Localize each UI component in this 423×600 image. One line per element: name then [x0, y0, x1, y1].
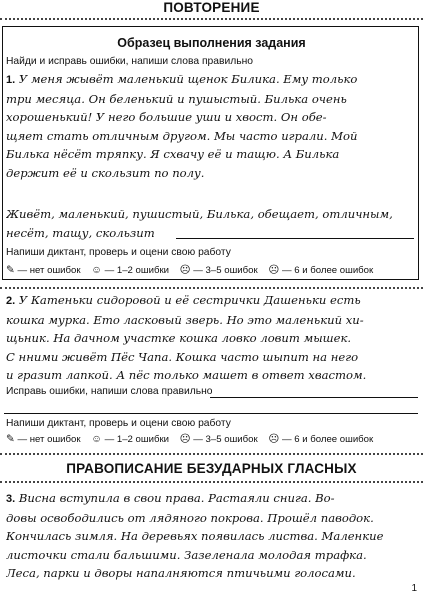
sample-instruction: Найди и исправь ошибки, напиши слова правильно: [6, 56, 253, 67]
section-heading-review: ПОВТОРЕНИЕ: [163, 0, 260, 15]
text-line: 2. У Катеньки сидоровой и её сестрички Дашеньки есть: [6, 293, 361, 307]
dotted-divider: [0, 18, 423, 20]
pencil-icon: ✎: [6, 264, 15, 276]
sample-title: Образец выполнения задания: [117, 36, 306, 50]
text-line: 3. Висна вступила в свои права. Растаяли снига. Во-: [6, 491, 335, 505]
frown-icon: ☹: [179, 433, 191, 445]
pencil-icon: ✎: [6, 433, 15, 445]
text-line: Леса, парки и дворы напалняются птичьими голосами.: [6, 566, 356, 581]
task-number: 2.: [6, 295, 16, 307]
text-line: три месяца. Он беленький и пушыстый. Билька очень: [6, 91, 347, 106]
text-line: Кончилась зимля. На деревьях появилась листва. Маленкие: [6, 529, 384, 544]
text-line: и гразит лапкой. А пёс только машет в ответ хвастом.: [6, 368, 367, 383]
score-legend: ✎ — нет ошибок ☺ — 1–2 ошибки ☹ — 3–5 ошибок ☹ — 6 и более ошибок: [6, 433, 374, 445]
dictation-instruction: Напиши диктант, проверь и оцени свою работу: [6, 247, 231, 258]
text-line: щьник. На дачном участке кошка ловко ловит мышек.: [6, 331, 352, 346]
text-line: хорошенький! У него большие уши и хвост. Он обе-: [6, 110, 327, 125]
task2-dictation-instruction: Напиши диктант, проверь и оцени свою работу: [6, 418, 231, 429]
text-line: Билька нёсёт тряпку. Я схвачу её и тащю. А Билька: [6, 147, 340, 162]
answer-blank-line[interactable]: [210, 397, 418, 398]
sad-icon: ☹: [268, 433, 280, 445]
text-line: довы освободились от лядяного покрова. Прошёл паводок.: [6, 510, 374, 525]
sad-icon: ☹: [268, 264, 280, 276]
answer-line: Живёт, маленький, пушистый, Билька, обещает, отличным,: [6, 207, 393, 221]
text-line: С нними живёт Пёс Чапа. Кошка часто шыпит на него: [6, 349, 359, 364]
task2-instruction: Исправь ошибки, напиши слова правильно: [6, 386, 213, 397]
page-number: 1: [411, 583, 417, 594]
task-number: 3.: [6, 493, 16, 505]
smile-icon: ☺: [91, 433, 102, 445]
answer-blank-line[interactable]: [176, 238, 414, 239]
task2-text: [6, 291, 418, 385]
text-line: 1. У меня жывёт маленький щенок Билика. Ему только: [6, 72, 358, 86]
task3-text: [6, 489, 418, 583]
text-line: щяет стать отличным другом. Мы часто играли. Мой: [6, 128, 358, 143]
answer-blank-line[interactable]: [4, 413, 418, 414]
frown-icon: ☹: [179, 264, 191, 276]
answer-line: несёт, тащу, скользит: [6, 225, 155, 240]
sample-dictation-text: [6, 70, 418, 183]
sample-answers: [6, 205, 418, 242]
dotted-divider: [0, 481, 423, 483]
section-heading-spelling: ПРАВОПИСАНИЕ БЕЗУДАРНЫХ ГЛАСНЫХ: [66, 461, 357, 476]
text-line: кошка мурка. Ето ласковый зверь. Но это маленький хи-: [6, 312, 364, 327]
text-line: листочки стали бальшими. Зазеленала молодая трафка.: [6, 547, 367, 562]
score-legend: ✎ — нет ошибок ☺ — 1–2 ошибки ☹ — 3–5 ошибок ☹ — 6 и более ошибок: [6, 264, 374, 276]
text-line: держит её и скользит по полу.: [6, 165, 205, 180]
dotted-divider: [0, 287, 423, 289]
dotted-divider: [0, 453, 423, 455]
task-number: 1.: [6, 74, 16, 86]
smile-icon: ☺: [91, 264, 102, 276]
